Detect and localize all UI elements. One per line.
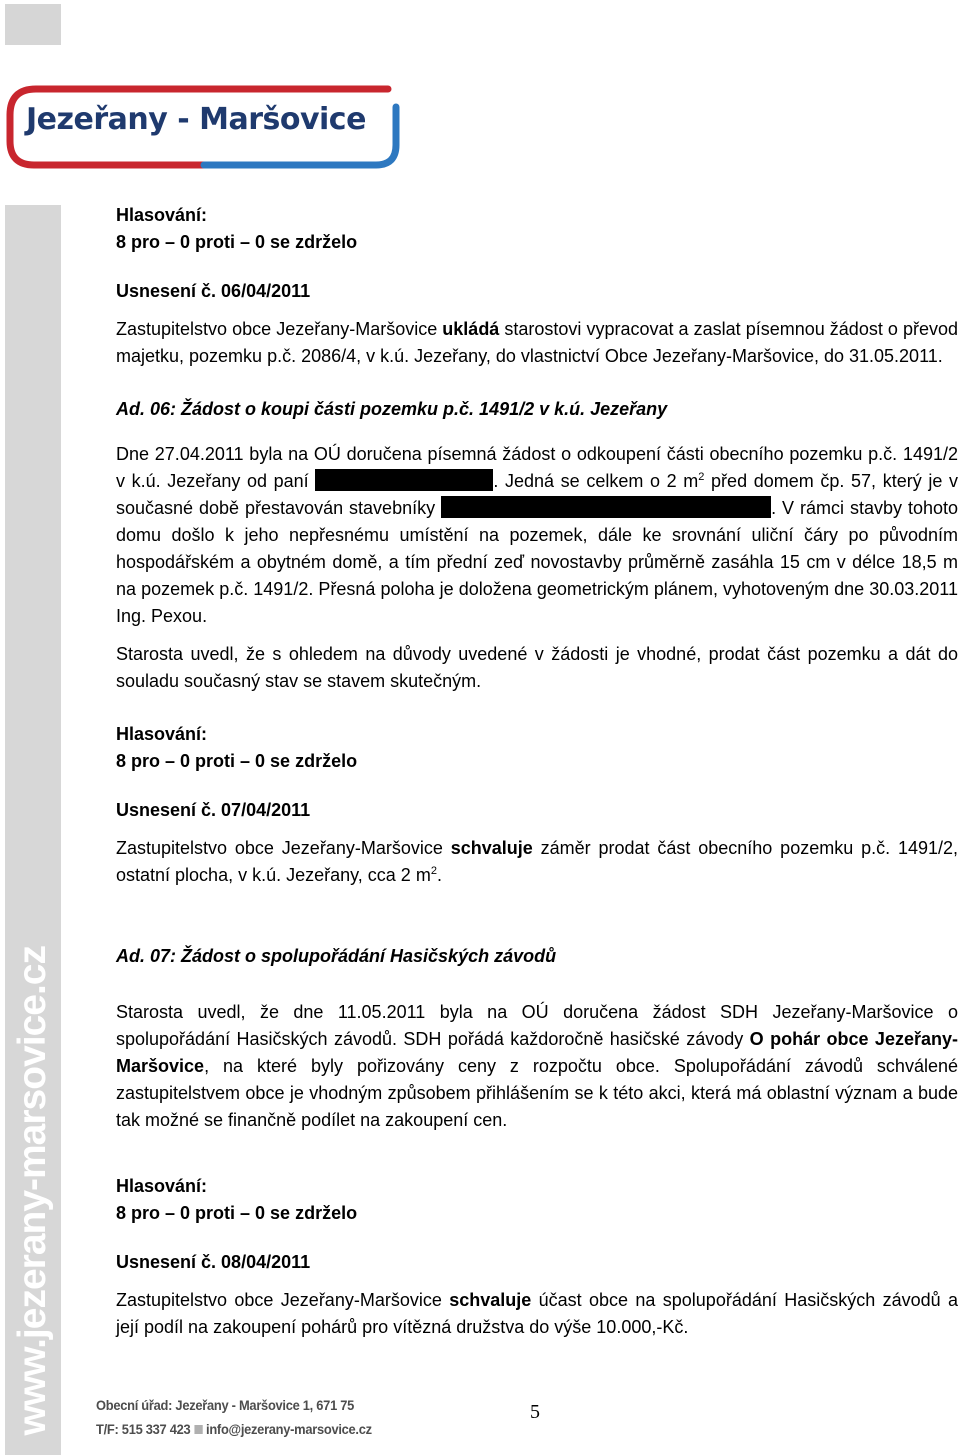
agenda-06-paragraph xyxy=(116,441,958,630)
vote-result: 8 pro – 0 proti – 0 se zdrželo xyxy=(116,751,358,771)
vote-label: Hlasování: xyxy=(116,205,208,225)
footer-address: Obecní úřad: Jezeřany - Maršovice 1, 671 75 xyxy=(96,1397,355,1413)
resolution-06-label: Usnesení č. 06/04/2011 xyxy=(116,281,311,301)
footer-email: info@jezerany-marsovice.cz xyxy=(206,1421,372,1437)
paragraph-text: Starosta uvedl, že dne 11.05.2011 byla na OÚ doručena žádost SDH Jezeřany-Maršovice o spolupořádání Hasičských závodů. SDH pořádá každoročně hasičské závody xyxy=(116,1002,958,1049)
website-watermark: www.jezerany-marsovice.cz xyxy=(11,945,54,1435)
page-number: 5 xyxy=(530,1401,540,1423)
resolution-text-part: . xyxy=(436,865,442,885)
agenda-07-paragraph xyxy=(116,999,958,1134)
resolution-06-text xyxy=(116,316,958,370)
resolution-07-text xyxy=(116,835,958,889)
logo-text: Jezeřany - Maršovice xyxy=(26,102,366,137)
resolution-verb: ukládá xyxy=(442,319,500,339)
footer-phone: T/F: 515 337 423 xyxy=(96,1421,191,1437)
sidebar-band xyxy=(5,205,61,1455)
paragraph-text: , na které byly pořizovány ceny z rozpočtu obce. Spolupořádání závodů schválené zastupitelstvem obce je vhodným způsobem přihlášením se k této akci, která má oblastní význam a bude tak možné se finančně podílet na zakoupení cen. xyxy=(116,1056,958,1130)
resolution-verb: schvaluje xyxy=(450,838,533,858)
agenda-06-heading: Ad. 06: Žádost o koupi části pozemku p.č. 1491/2 v k.ú. Jezeřany xyxy=(116,399,668,419)
cup-name: O pohár obce Jezeřany-Maršovice xyxy=(116,1029,958,1076)
redacted-name xyxy=(441,496,657,518)
footer-contact xyxy=(96,1421,372,1437)
redacted-name xyxy=(657,496,771,518)
vote-result: 8 pro – 0 proti – 0 se zdrželo xyxy=(116,232,358,252)
agenda-07-heading: Ad. 07: Žádost o spolupořádání Hasičských závodů xyxy=(116,946,557,966)
vote-label: Hlasování: xyxy=(116,724,208,744)
paragraph-text: . V rámci stavby tohoto domu došlo k jeho nepřesnému umístění na pozemek, dále ke srovnání uliční čáry po původním hospodářském a obytném domě, a tím přední zeď novostavby průměrně zasáhla 15 cm v délce 18,5 m na pozemek p.č. 1491/2. Přesná poloha je doložena geometrickým plánem, vyhotoveným dne 30.03.2011 Ing. Pexou. xyxy=(116,498,958,626)
resolution-text-part: záměr prodat část obecního pozemku p.č. 1491/2, ostatní plocha, v k.ú. Jezeřany, cca 2 m xyxy=(116,838,958,885)
vote-result: 8 pro – 0 proti – 0 se zdrželo xyxy=(116,1203,358,1223)
resolution-text-part: Zastupitelstvo obce Jezeřany-Maršovice xyxy=(116,319,443,339)
municipality-logo xyxy=(4,85,400,169)
superscript: 2 xyxy=(698,471,705,483)
resolution-text-part: starostovi vypracovat a zaslat písemnou žádost o převod majetku, pozemku p.č. 2086/4, v k.ú. Jezeřany, do vlastnictví Obce Jezeřany-Maršovice, do 31.05.2011. xyxy=(116,319,958,366)
document-body xyxy=(116,202,958,1341)
agenda-06-statement: Starosta uvedl, že s ohledem na důvody uvedené v žádosti je vhodné, prodat část pozemku a dát do souladu současný stav se stavem skutečným. xyxy=(116,644,958,691)
resolution-07-label: Usnesení č. 07/04/2011 xyxy=(116,800,311,820)
vote-label: Hlasování: xyxy=(116,1176,208,1196)
paragraph-text: Dne 27.04.2011 byla na OÚ doručena písemná žádost o odkoupení části obecního pozemku p.č. 1491/2 v k.ú. Jezeřany od paní xyxy=(116,444,958,491)
resolution-08-label: Usnesení č. 08/04/2011 xyxy=(116,1252,311,1272)
resolution-text-part: účast obce na spolupořádání Hasičských závodů a její podíl na zakoupení pohárů pro vítězná družstva do výše 10.000,-Kč. xyxy=(116,1290,959,1337)
resolution-text-part: Zastupitelstvo obce Jezeřany-Maršovice xyxy=(116,838,451,858)
resolution-08-text xyxy=(116,1287,958,1341)
paragraph-text: . Jedná se celkem o 2 m xyxy=(493,471,699,491)
resolution-text-part: Zastupitelstvo obce Jezeřany-Maršovice xyxy=(116,1290,450,1310)
redacted-name xyxy=(315,469,493,491)
superscript: 2 xyxy=(430,865,437,877)
resolution-verb: schvaluje xyxy=(449,1290,532,1310)
paragraph-text: před domem čp. 57, který je v současné době přestavován stavebníky xyxy=(116,471,959,518)
separator-square xyxy=(194,1425,202,1434)
corner-decoration xyxy=(5,4,61,45)
